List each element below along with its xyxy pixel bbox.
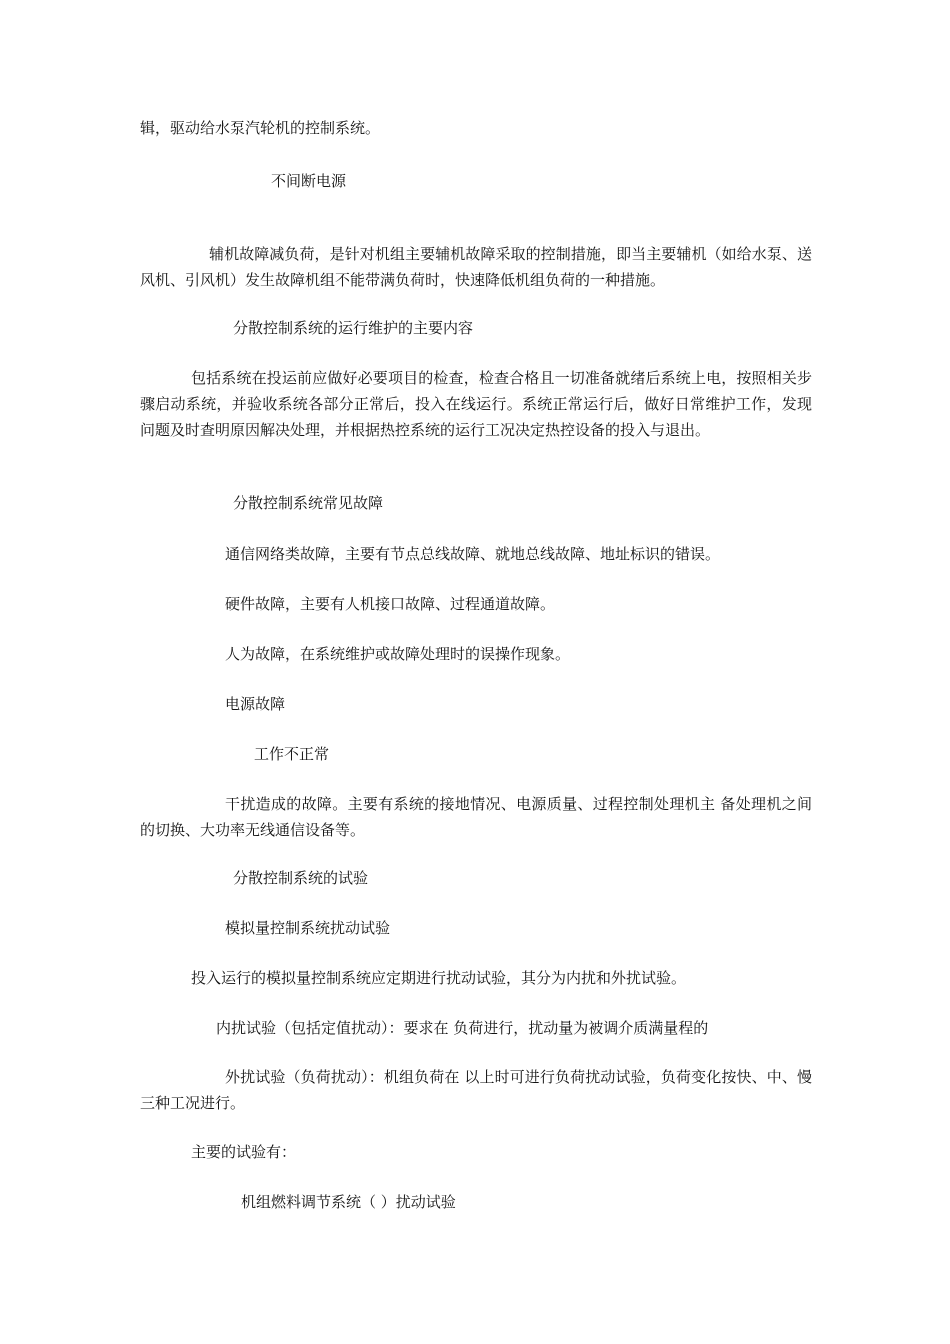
list-item-network-fault: 通信网络类故障，主要有节点总线故障、就地总线故障、地址标识的错误。	[225, 545, 721, 563]
heading-dcs-tests: 分散控制系统的试验	[233, 869, 369, 887]
heading-dcs-maintenance: 分散控制系统的运行维护的主要内容	[233, 319, 474, 337]
text-disturbance-test-intro: 投入运行的模拟量控制系统应定期进行扰动试验，其分为内扰和外扰试验。	[191, 969, 687, 987]
text-abnormal-operation: 工作不正常	[254, 745, 330, 763]
text-fuel-control-test: 机组燃料调节系统（ ）扰动试验	[241, 1193, 456, 1211]
text-main-tests: 主要的试验有：	[191, 1143, 297, 1161]
text-internal-disturbance-test: 内扰试验（包括定值扰动）：要求在 负荷进行，扰动量为被调介质满量程的	[216, 1019, 709, 1037]
list-item-power-fault: 电源故障	[225, 695, 286, 713]
paragraph-dcs-maintenance: 包括系统在投运前应做好必要项目的检查，检查合格且一切准备就绪后系统上电，按照相关步骤启动系统，并验收系统各部分正常后，投入在线运行。系统正常运行后，做好日常维护工作，发现问题及时查明原因解决处理，并根据热控系统的运行工况决定热控设备的投入与退出。	[140, 369, 812, 439]
heading-dcs-faults: 分散控制系统常见故障	[233, 494, 384, 512]
heading-ups: 不间断电源	[271, 172, 347, 190]
paragraph-external-disturbance-test: 外扰试验（负荷扰动）：机组负荷在 以上时可进行负荷扰动试验，负荷变化按快、中、慢三种工况进行。	[140, 1068, 812, 1112]
paragraph-aux-runback: 辅机故障减负荷，是针对机组主要辅机故障采取的控制措施，即当主要辅机（如给水泵、送风机、引风机）发生故障机组不能带满负荷时，快速降低机组负荷的一种措施。	[140, 245, 812, 289]
heading-mcs-disturbance-test: 模拟量控制系统扰动试验	[225, 919, 391, 937]
paragraph-interference-fault: 干扰造成的故障。主要有系统的接地情况、电源质量、过程控制处理机主 备处理机之间的切换、大功率无线通信设备等。	[140, 795, 812, 839]
list-item-human-fault: 人为故障，在系统维护或故障处理时的误操作现象。	[225, 645, 571, 663]
list-item-hardware-fault: 硬件故障，主要有人机接口故障、过程通道故障。	[225, 595, 556, 613]
text-line-continuation: 辑，驱动给水泵汽轮机的控制系统。	[140, 119, 381, 137]
